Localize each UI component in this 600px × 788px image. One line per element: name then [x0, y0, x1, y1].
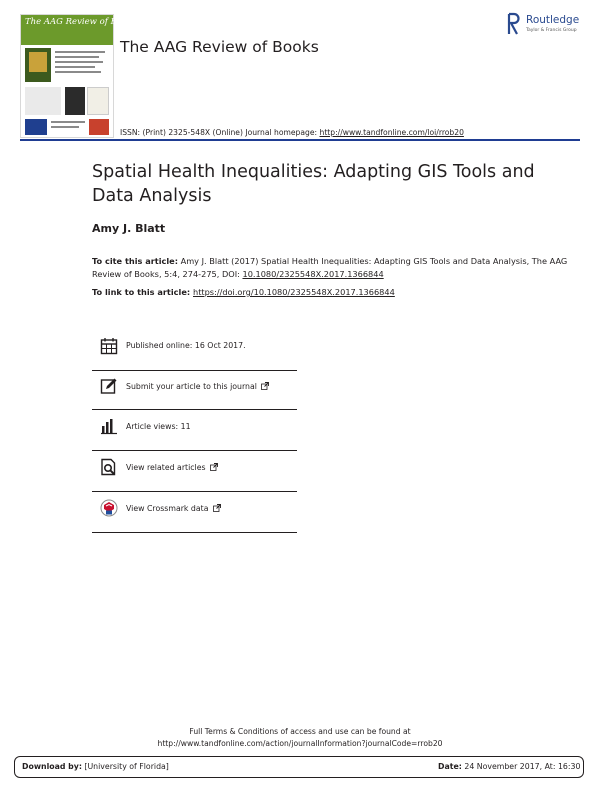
- citation: [92, 255, 572, 280]
- cite-text: Amy J. Blatt (2017) Spatial Health Inequalities: Adapting GIS Tools and Data Analysis, The AAG Review of Books, 5:4, 274-275, DOI:: [92, 256, 568, 279]
- downloaded-value: [University of Florida]: [81, 762, 169, 771]
- row-divider: [92, 370, 297, 371]
- edit-icon: [100, 377, 118, 395]
- journal-title: The AAG Review of Books: [120, 38, 319, 56]
- submit-article-label: Submit your article to this journal: [126, 382, 257, 391]
- terms-line: Full Terms & Conditions of access and use can be found at: [189, 727, 411, 736]
- header-divider: [20, 139, 580, 141]
- link-label: To link to this article:: [92, 287, 193, 297]
- bar-chart-icon: [100, 417, 118, 435]
- related-articles-icon: [100, 458, 118, 476]
- row-divider: [92, 532, 297, 533]
- related-articles-link[interactable]: [126, 463, 218, 472]
- row-divider: [92, 409, 297, 410]
- cite-label: To cite this article:: [92, 256, 178, 266]
- article-link-line: [92, 287, 395, 297]
- submit-article-link[interactable]: [126, 382, 269, 391]
- row-divider: [92, 491, 297, 492]
- routledge-logo-icon: [507, 13, 519, 35]
- calendar-icon: [100, 337, 118, 355]
- article-views-text: Article views: 11: [126, 422, 191, 431]
- external-link-icon: [210, 463, 218, 471]
- issn-text: ISSN: (Print) 2325-548X (Online) Journal homepage:: [120, 128, 320, 137]
- related-articles-label: View related articles: [126, 463, 206, 472]
- article-title: Spatial Health Inequalities: Adapting GIS Tools and Data Analysis: [92, 162, 535, 206]
- journal-cover-image: [20, 14, 144, 138]
- crossmark-icon: [100, 499, 118, 517]
- external-link-icon: [261, 382, 269, 390]
- article-author: Amy J. Blatt: [92, 222, 166, 235]
- publisher-subtitle: Taylor & Francis Group: [526, 28, 577, 33]
- article-doi-url-link[interactable]: https://doi.org/10.1080/2325548X.2017.1366844: [193, 287, 395, 297]
- doi-link[interactable]: 10.1080/2325548X.2017.1366844: [242, 268, 384, 279]
- issn-line: [120, 128, 464, 137]
- publisher-name: Routledge: [526, 14, 580, 26]
- downloaded-label: Download by:: [22, 762, 82, 771]
- crossmark-label: View Crossmark data: [126, 504, 209, 513]
- published-online-text: Published online: 16 Oct 2017.: [126, 341, 246, 350]
- journal-homepage-link[interactable]: http://www.tandfonline.com/loi/rrob20: [319, 128, 464, 137]
- external-link-icon: [213, 504, 221, 512]
- date-label: Date:: [438, 762, 462, 771]
- cover-title: The AAG Review of BOOKS: [25, 17, 144, 27]
- download-date: [438, 762, 580, 771]
- terms-url-link[interactable]: http://www.tandfonline.com/action/journalInformation?journalCode=rrob20: [157, 739, 443, 748]
- crossmark-link[interactable]: [126, 504, 221, 513]
- row-divider: [92, 450, 297, 451]
- date-value: 24 November 2017, At: 16:30: [461, 762, 581, 771]
- downloaded-by: [22, 762, 169, 771]
